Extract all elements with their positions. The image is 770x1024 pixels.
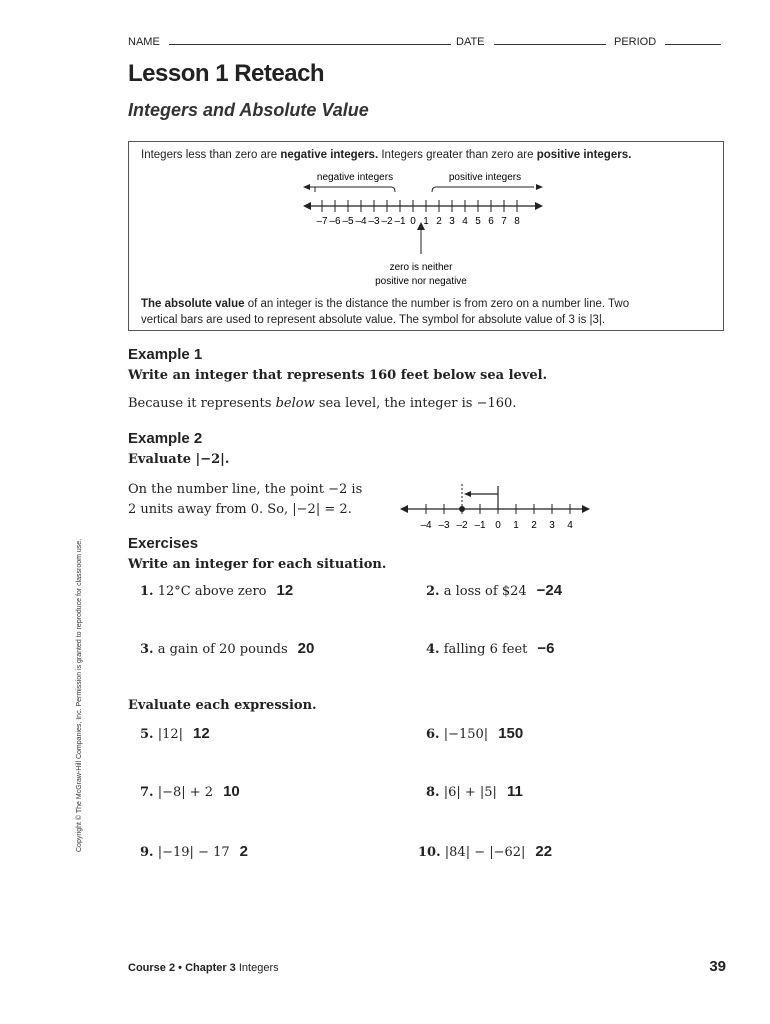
integer-line-tick-label: 1 [423, 216, 429, 227]
footer-course: Course 2 [128, 962, 176, 974]
period-blank [665, 34, 721, 45]
example1-answer: Because it represents below sea level, the integer is −160. [128, 396, 517, 411]
copyright-notice: Copyright © The McGraw-Hill Companies, Inc. Permission is granted to reproduce for classroom use. [76, 538, 83, 852]
ex2-left-arrow [400, 505, 408, 513]
exercises-heading: Exercises [128, 535, 199, 552]
negative-brace [315, 187, 395, 192]
number-line-left-arrow [303, 202, 311, 210]
student-info-header [128, 34, 720, 48]
exercise-item-1: 1. 12°C above zero 12 [140, 582, 294, 599]
exercise-item-9: 9. |−19| − 17 2 [140, 843, 248, 860]
ex2-tick-label: –3 [438, 520, 450, 531]
example2-heading: Example 2 [128, 430, 203, 447]
positive-brace [432, 187, 534, 192]
integer-line-tick-label: 5 [475, 216, 481, 227]
exercise-item-8: 8. |6| + |5| 11 [426, 783, 523, 800]
example2-explanation-line1: On the number line, the point −2 is [128, 482, 363, 497]
negative-arrow-tip [303, 184, 310, 190]
date-blank [494, 34, 606, 45]
exercises-instruction-situations: Write an integer for each situation. [128, 557, 387, 572]
exercise-answer-2: −24 [536, 582, 563, 599]
positive-arrow-tip [536, 184, 543, 190]
exercise-item-2: 2. a loss of $24 −24 [426, 582, 563, 599]
exercise-item-6: 6. |−150| 150 [426, 725, 524, 742]
integer-line-tick-label: 4 [462, 216, 468, 227]
footer-chapter: Chapter 3 [185, 962, 236, 974]
exercise-answer-10: 22 [535, 843, 553, 860]
integer-line-tick-label: –1 [394, 216, 406, 227]
page-footer [128, 962, 279, 974]
exercise-answer-6: 150 [498, 725, 524, 742]
page-number: 39 [709, 958, 726, 975]
integer-line-tick-label: –7 [316, 216, 328, 227]
ex2-tick-label: –4 [420, 520, 432, 531]
name-label: NAME [128, 36, 160, 48]
ex2-point-neg2 [459, 506, 465, 512]
negative-integers-label: negative integers [316, 172, 394, 183]
integer-line-tick-label: –2 [381, 216, 393, 227]
ex2-tick-label: –2 [456, 520, 468, 531]
ex2-tick-label: 3 [549, 520, 555, 531]
exercise-item-7: 7. |−8| + 2 10 [140, 783, 240, 800]
lesson-title: Lesson 1 Reteach [128, 60, 325, 87]
exercise-item-10: 10. |84| − |−62| 22 [418, 843, 553, 860]
period-label: PERIOD [614, 36, 657, 48]
footer-topic: Integers [238, 962, 279, 974]
exercises-instruction-evaluate: Evaluate each expression. [128, 698, 317, 713]
zero-note-line2: positive nor negative [375, 276, 467, 287]
exercise-answer-8: 11 [506, 783, 523, 800]
example2-explanation-line2: 2 units away from 0. So, |−2| = 2. [128, 502, 352, 517]
name-blank [169, 34, 451, 45]
integers-definition: Integers less than zero are negative integers. Integers greater than zero are positive integers. [141, 149, 632, 161]
integer-line-tick-label: 3 [449, 216, 455, 227]
exercise-answer-9: 2 [239, 843, 248, 860]
integer-line-tick-label: 7 [501, 216, 507, 227]
absolute-value-definition-line2: vertical bars are used to represent absolute value. The symbol for absolute value of 3 is |3|. [141, 314, 606, 326]
integer-number-line [129, 166, 725, 316]
exercise-answer-1: 12 [276, 582, 294, 599]
ex2-tick-label: 1 [513, 520, 519, 531]
integer-line-tick-label: –6 [329, 216, 341, 227]
number-line-right-arrow [535, 202, 543, 210]
exercise-answer-7: 10 [223, 783, 240, 800]
ex2-tick-label: –1 [474, 520, 486, 531]
integer-line-tick-label: 6 [488, 216, 494, 227]
exercise-item-3: 3. a gain of 20 pounds 20 [140, 640, 315, 657]
footer-bullet: • [178, 962, 182, 974]
absolute-value-definition-line1: The absolute value of an integer is the distance the number is from zero on a number line. Two [141, 298, 630, 310]
integer-line-tick-label: 0 [410, 216, 416, 227]
lesson-subtitle: Integers and Absolute Value [128, 100, 369, 120]
exercise-answer-5: 12 [193, 725, 210, 742]
ex2-tick-label: 4 [567, 520, 573, 531]
exercise-answer-4: −6 [537, 640, 555, 657]
concept-box [128, 141, 724, 331]
ex2-tick-label: 2 [531, 520, 537, 531]
integer-line-tick-label: 8 [514, 216, 520, 227]
integer-line-tick-label: 2 [436, 216, 442, 227]
ex2-distance-arrow-tip [464, 491, 471, 497]
ex2-right-arrow [582, 505, 590, 513]
integer-line-tick-label: –5 [342, 216, 354, 227]
exercise-answer-3: 20 [297, 640, 315, 657]
example2-number-line [398, 482, 598, 532]
date-label: DATE [456, 36, 485, 48]
example2-task: Evaluate |−2|. [128, 452, 230, 467]
exercise-item-5: 5. |12| 12 [140, 725, 210, 742]
example1-heading: Example 1 [128, 346, 203, 363]
integer-line-tick-label: –3 [368, 216, 380, 227]
integer-line-tick-label: –4 [355, 216, 367, 227]
exercise-item-4: 4. falling 6 feet −6 [426, 640, 555, 657]
zero-note-line1: zero is neither [389, 262, 453, 273]
ex2-tick-label: 0 [495, 520, 501, 531]
positive-integers-label: positive integers [448, 172, 522, 183]
example1-task: Write an integer that represents 160 feet below sea level. [128, 368, 548, 383]
